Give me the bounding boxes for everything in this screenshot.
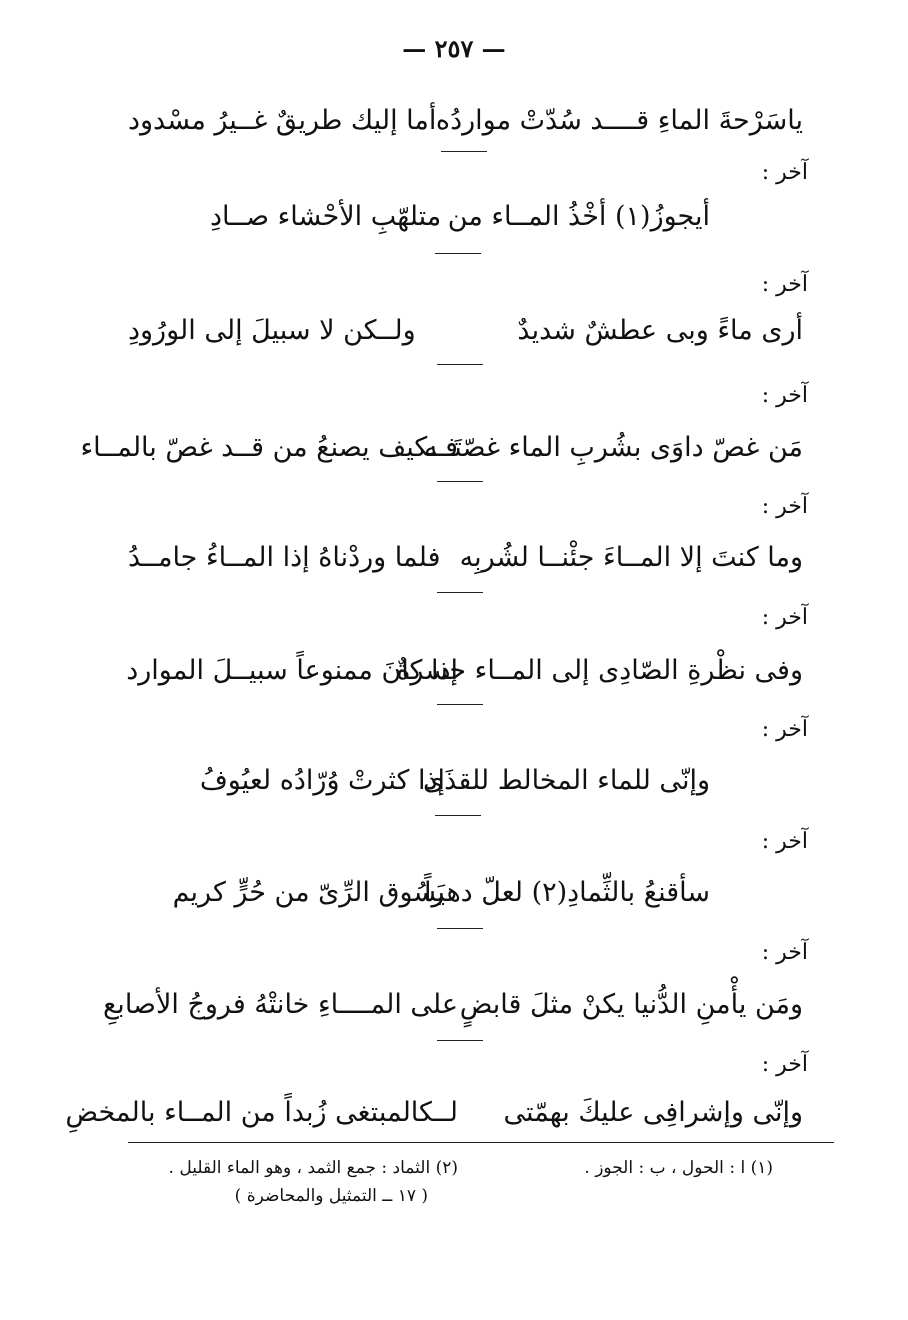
verse-divider — [435, 815, 481, 816]
verse-2-first-hemistich: أيجوزُ(١) أخْذُ المــاء من — [447, 201, 710, 232]
verse-divider — [441, 151, 487, 152]
verse-6-first-hemistich: وفى نظْرةِ الصّادِى إلى المــاء حسرةٌ — [396, 655, 803, 686]
verse-6-attribution: آخر : — [761, 605, 808, 630]
verse-3-second-hemistich: ولــكن لا سبيلَ إلى الورُودِ — [128, 315, 416, 346]
verse-10-first-hemistich: وإنّى وإشرافِى عليكَ بهمّتى — [503, 1097, 803, 1128]
verse-divider — [437, 364, 483, 365]
verse-1-second-hemistich: أما إليك طريقٌ غــيرُ مسْدود — [128, 105, 437, 136]
verse-3-attribution: آخر : — [761, 272, 808, 297]
verse-4-attribution: آخر : — [761, 383, 808, 408]
verse-divider — [437, 928, 483, 929]
verse-7-second-hemistich: إذا كثرتْ وُرّادُه لعيُوفُ — [199, 765, 445, 796]
verse-7-attribution: آخر : — [761, 717, 808, 742]
verse-divider — [435, 253, 481, 254]
verse-7 — [199, 760, 710, 802]
footnote-2: (٢) الثماد : جمع الثمد ، وهو الماء القليل . — [168, 1158, 458, 1178]
verse-8-attribution: آخر : — [761, 829, 808, 854]
verse-5 — [128, 537, 803, 579]
verse-1-first-hemistich: ياسَرْحةَ الماءِ قــــد سُدّتْ مواردُه — [435, 105, 803, 136]
verse-6 — [128, 650, 803, 692]
verse-5-attribution: آخر : — [761, 494, 808, 519]
verse-10 — [65, 1092, 803, 1134]
verse-1 — [128, 100, 803, 142]
verse-9-second-hemistich: على المــــاءِ خانتْهُ فروجُ الأصابعِ — [102, 989, 458, 1020]
verse-7-first-hemistich: وإنّى للماء المخالط للقذَى — [423, 765, 710, 796]
page-number: — ٢٥٧ — — [402, 34, 506, 63]
verse-8-second-hemistich: يَسُوق الرِّىّ من حُرٍّ كريم — [172, 877, 445, 908]
verse-9-first-hemistich: ومَن يأْمنِ الدُّنيا يكنْ مثلَ قابضٍ — [459, 989, 803, 1020]
verse-2 — [210, 196, 710, 238]
verse-10-attribution: آخر : — [761, 1052, 808, 1077]
verse-8-first-hemistich: سأقنعُ بالثِّمادِ(٢) لعلّ دهراً — [424, 877, 710, 908]
verse-divider — [437, 704, 483, 705]
footnote-1: (١) ا : الحول ، ب : الجوز . — [584, 1158, 773, 1178]
verse-6-second-hemistich: إذا كانَ ممنوعاً سبيــلَ الموارد — [126, 655, 458, 686]
verse-9 — [102, 984, 803, 1026]
verse-4-second-hemistich: فــكيف يصنعُ من قــد غصّ بالمــاء — [80, 432, 458, 463]
verse-2-second-hemistich: متلهّبِ الأحْشاء صــادِ — [210, 201, 442, 232]
verse-4 — [80, 427, 803, 469]
footnote-rule — [128, 1142, 834, 1143]
verse-2-attribution: آخر : — [761, 160, 808, 185]
verse-10-second-hemistich: لــكالمبتغى زُبداً من المــاء بالمخضِ — [65, 1097, 458, 1128]
verse-8 — [172, 872, 710, 914]
verse-divider — [437, 592, 483, 593]
verse-divider — [437, 1040, 483, 1041]
verse-3-first-hemistich: أرى ماءً وبى عطشٌ شديدٌ — [517, 315, 803, 346]
book-reference: ( ١٧ ــ التمثيل والمحاضرة ) — [234, 1186, 428, 1206]
verse-5-first-hemistich: وما كنتَ إلا المــاءَ جئْنــا لشُربِه — [459, 542, 803, 573]
verse-9-attribution: آخر : — [761, 940, 808, 965]
verse-3 — [128, 310, 803, 352]
verse-4-first-hemistich: مَن غصّ داوَى بشُربِ الماء غصّتَــه — [424, 432, 803, 463]
verse-5-second-hemistich: فلما وردْناهُ إذا المــاءُ جامــدُ — [128, 542, 441, 573]
verse-divider — [437, 481, 483, 482]
